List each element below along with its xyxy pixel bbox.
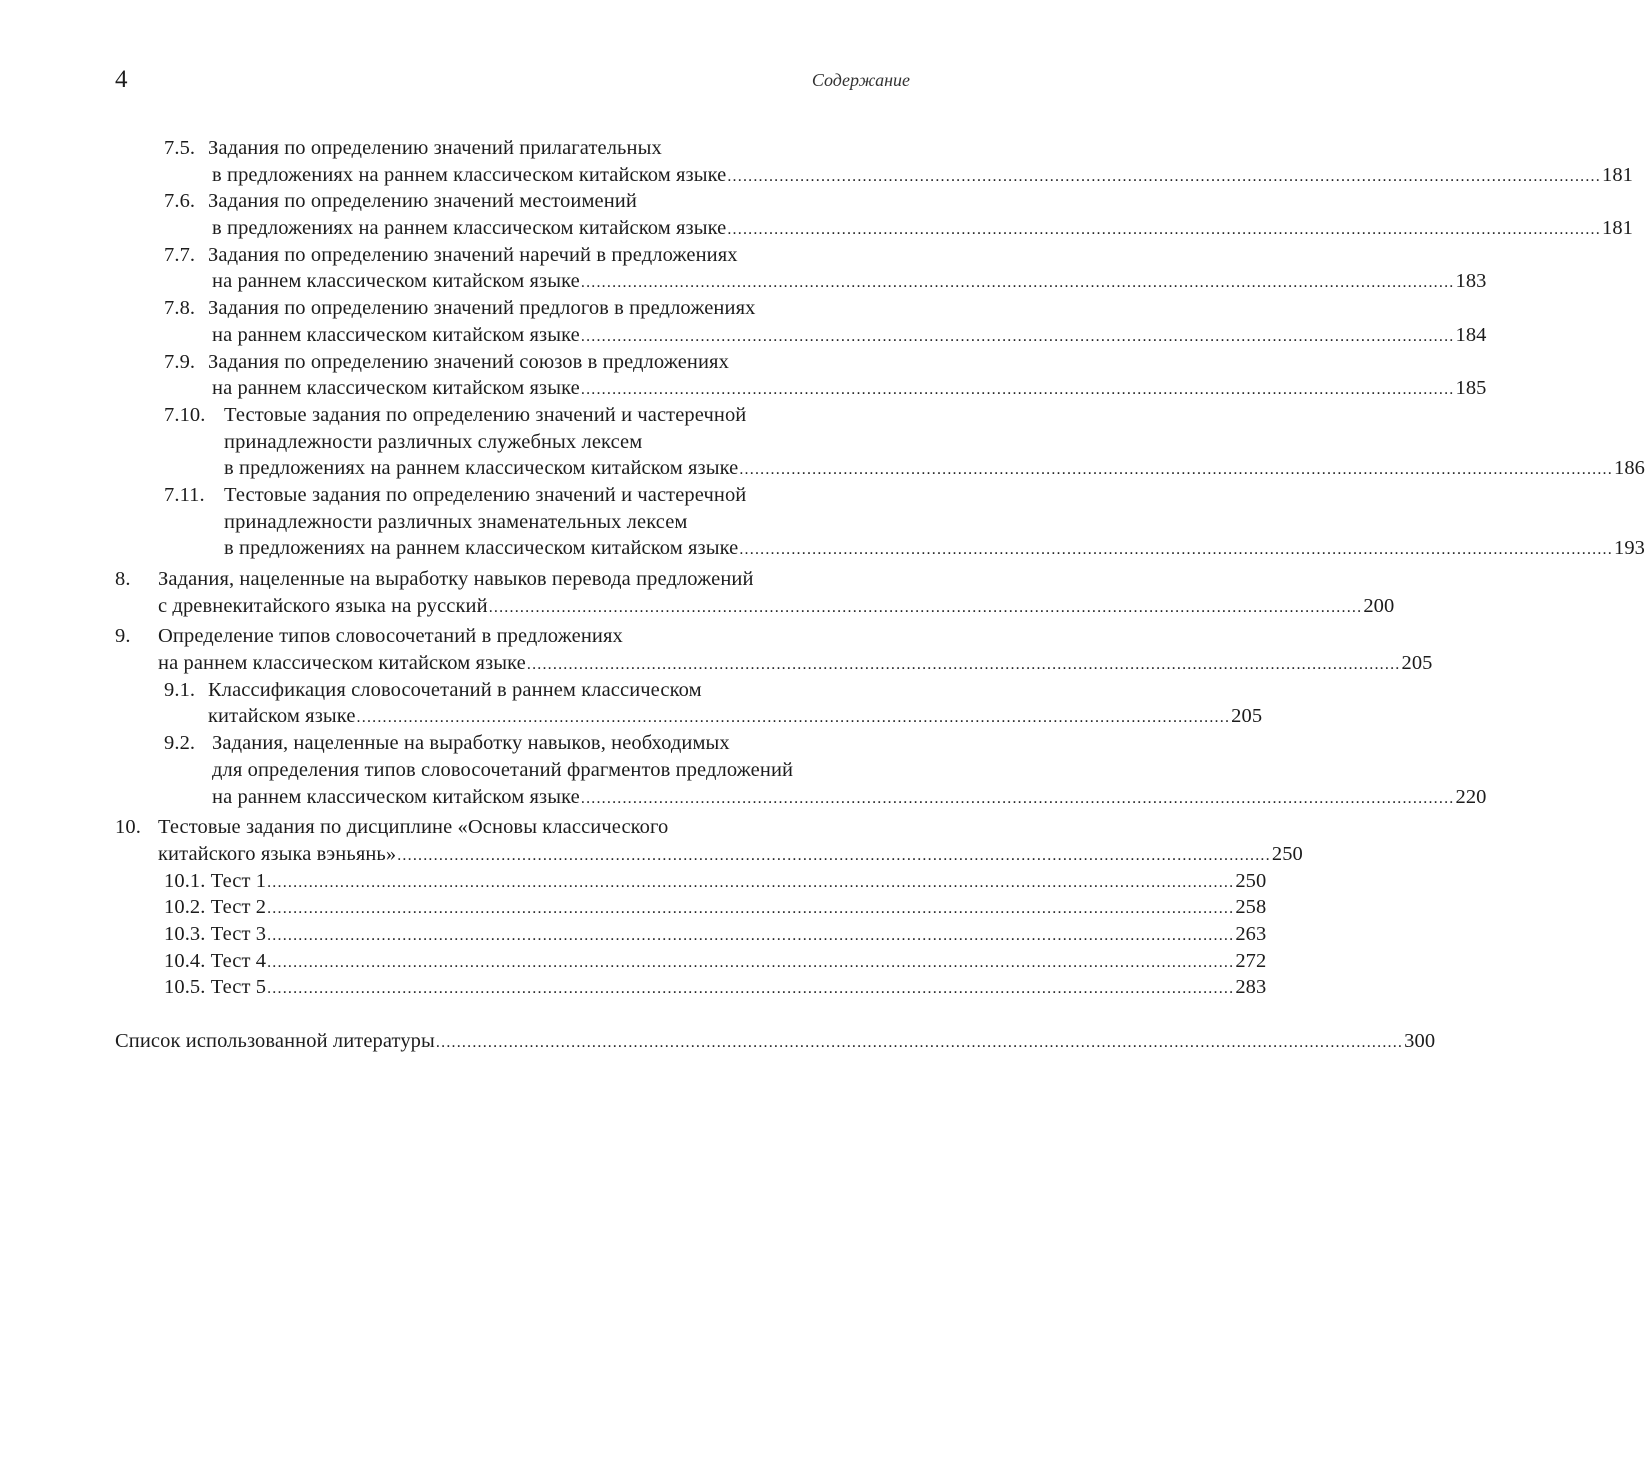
- toc-entry-9-1-last-line: [0, 703, 1263, 730]
- toc-entry-7-5: [0, 135, 1000, 162]
- page-number: 4: [115, 66, 128, 93]
- toc-entry-number: 7.6.: [164, 190, 196, 213]
- toc-entry-title-line: Задания по определению значений местоимений: [208, 190, 637, 213]
- toc-page-number: 205: [1401, 652, 1433, 675]
- toc-entry-number: 9.1.: [164, 678, 196, 701]
- toc-entry-bibliography: [0, 1028, 1436, 1055]
- toc-entry-title-line: 10.1. Тест 1: [164, 869, 267, 892]
- toc-entry-7-11-line2: [0, 509, 1000, 536]
- dot-leader: ........................................................................................................................................................................: [727, 221, 1601, 239]
- toc-page-number: 184: [1455, 323, 1487, 346]
- toc-entry-title-line: на раннем классическом китайском языке: [212, 377, 580, 400]
- running-head-title: Содержание: [811, 70, 910, 90]
- dot-leader: ........................................................................................................................................................................: [580, 327, 1455, 345]
- toc-entry-10-4: [0, 948, 1267, 975]
- toc-page-number: 258: [1235, 896, 1267, 919]
- toc-page-number: 283: [1235, 976, 1267, 999]
- toc-entry-title-line: в предложениях на раннем классическом китайском языке: [212, 217, 727, 240]
- dot-leader: ........................................................................................................................................................................: [488, 598, 1363, 616]
- toc-page-number: 183: [1455, 270, 1487, 293]
- toc-entry-10-3: [0, 921, 1267, 948]
- toc-entry-9-last-line: [0, 650, 1433, 677]
- toc-page-number: 186: [1613, 457, 1645, 480]
- toc-page-number: 205: [1231, 705, 1263, 728]
- toc-entry-number: 9.2.: [164, 732, 196, 755]
- dot-leader: ........................................................................................................................................................................: [580, 274, 1455, 292]
- dot-leader: ..........................................................................................................................................................................................: [267, 953, 1235, 971]
- toc-entry-title-line: в предложениях на раннем классическом китайском языке: [224, 457, 739, 480]
- toc-entry-7-10: [0, 402, 1000, 429]
- toc-page-number: 200: [1363, 594, 1395, 617]
- toc-page-number: 250: [1271, 842, 1303, 865]
- dot-leader: ..........................................................................................................................................................................................: [267, 873, 1235, 891]
- toc-entry-title-line: Тестовые задания по дисциплине «Основы классического: [158, 816, 669, 839]
- toc-entry-7-8-last-line: [0, 322, 1487, 349]
- toc-entry-title-line: в предложениях на раннем классическом китайском языке: [224, 537, 739, 560]
- toc-entry-title-line: китайского языка вэньянь»: [158, 842, 397, 865]
- toc-entry-title-line: Задания по определению значений предлогов в предложениях: [208, 297, 756, 320]
- dot-leader: ........................................................................................................................................................................: [397, 846, 1271, 864]
- toc-entry-7-9-last-line: [0, 375, 1487, 402]
- dot-leader: ........................................................................................................................................................................: [739, 461, 1613, 479]
- toc-entry-title-line: Задания по определению значений наречий в предложениях: [208, 243, 738, 266]
- toc-entry-number: 7.11.: [164, 483, 205, 506]
- toc-entry-title-line: Задания по определению значений союзов в предложениях: [208, 350, 729, 373]
- toc-entry-7-10-last-line: [0, 455, 1645, 482]
- toc-page-number: 185: [1455, 377, 1487, 400]
- toc-entry-7-6: [0, 188, 1000, 215]
- toc-entry-number: 7.7.: [164, 243, 196, 266]
- dot-leader: ........................................................................................................................................................................: [580, 789, 1455, 807]
- toc-entry-title-line: китайском языке: [208, 705, 356, 728]
- toc-page-number: 263: [1235, 922, 1267, 945]
- toc-entry-title-line: принадлежности различных знаменательных лексем: [224, 510, 688, 533]
- toc-entry-9: [0, 623, 1000, 650]
- toc-entry-title-line: в предложениях на раннем классическом китайском языке: [212, 163, 727, 186]
- toc-page-number: 193: [1613, 537, 1645, 560]
- toc-page-number: 181: [1601, 163, 1634, 186]
- toc-page-number: 272: [1235, 949, 1267, 972]
- toc-entry-8: [0, 566, 1000, 593]
- dot-leader: ..........................................................................................................................................................................................: [267, 900, 1235, 918]
- dot-leader: ..........................................................................................................................................................................................: [267, 926, 1235, 944]
- dot-leader: ........................................................................................................................................................................: [356, 709, 1231, 727]
- toc-entry-7-11-last-line: [0, 535, 1645, 562]
- toc-page-number: 300: [1404, 1030, 1436, 1052]
- toc-page-number: 220: [1455, 785, 1487, 808]
- toc-entry-title-line: Задания, нацеленные на выработку навыков перевода предложений: [158, 568, 754, 590]
- toc-entry-title-line: Определение типов словосочетаний в предложениях: [158, 625, 623, 648]
- dot-leader: ..........................................................................................................................................................................................: [435, 1034, 1404, 1051]
- toc-entry-number: 7.10.: [164, 403, 206, 426]
- dot-leader: ........................................................................................................................................................................: [526, 656, 1401, 674]
- toc-entry-number: 7.8.: [164, 297, 196, 320]
- dot-leader: ........................................................................................................................................................................: [739, 541, 1613, 559]
- toc-entry-number: 7.5.: [164, 137, 196, 159]
- toc-entry-title-line: Тестовые задания по определению значений и частеречной: [224, 483, 747, 506]
- toc-entry-title-line: на раннем классическом китайском языке: [212, 270, 580, 293]
- toc-page-number: 181: [1601, 217, 1634, 240]
- dot-leader: ........................................................................................................................................................................: [727, 167, 1601, 185]
- toc-entry-7-8: [0, 295, 1000, 322]
- toc-entry-10-1: [0, 868, 1267, 895]
- toc-entry-title-line: Список использованной литературы: [115, 1030, 435, 1052]
- toc-entry-7-10-line2: [0, 429, 1000, 456]
- toc-entry-7-7-last-line: [0, 268, 1487, 295]
- toc-entry-10-last-line: [0, 841, 1303, 868]
- toc-entry-10: [0, 814, 1000, 841]
- toc-entry-title-line: Тестовые задания по определению значений и частеречной: [224, 403, 747, 426]
- toc-entry-7-11: [0, 482, 1000, 509]
- toc-entry-number: 8.: [115, 568, 131, 590]
- toc-entry-title-line: 10.4. Тест 4: [164, 949, 267, 972]
- toc-entry-title-line: на раннем классическом китайском языке: [212, 785, 580, 808]
- toc-entry-title-line: 10.2. Тест 2: [164, 896, 267, 919]
- toc-entry-title-line: принадлежности различных служебных лексем: [224, 430, 643, 453]
- toc-entry-8-last-line: [0, 593, 1395, 620]
- toc-entry-9-2-line2: [0, 757, 1000, 784]
- toc-entry-9-1: [0, 677, 1000, 704]
- table-of-contents: [0, 135, 1645, 1055]
- toc-entry-title-line: 10.3. Тест 3: [164, 922, 267, 945]
- dot-leader: ..........................................................................................................................................................................................: [267, 980, 1235, 998]
- dot-leader: ........................................................................................................................................................................: [580, 381, 1455, 399]
- toc-entry-title-line: на раннем классическом китайском языке: [158, 652, 526, 675]
- toc-entry-title-line: Задания, нацеленные на выработку навыков, необходимых: [212, 732, 730, 755]
- toc-entry-title-line: на раннем классическом китайском языке: [212, 323, 580, 346]
- toc-entry-title-line: 10.5. Тест 5: [164, 976, 267, 999]
- toc-entry-number: 10.: [115, 816, 141, 839]
- toc-entry-title-line: с древнекитайского языка на русский: [158, 594, 488, 617]
- toc-entry-number: 9.: [115, 625, 131, 648]
- toc-entry-7-7: [0, 242, 1000, 269]
- toc-entry-title-line: Классификация словосочетаний в раннем классическом: [208, 678, 702, 701]
- toc-entry-9-2-last-line: [0, 784, 1487, 811]
- toc-entry-title-line: для определения типов словосочетаний фрагментов предложений: [212, 758, 794, 781]
- toc-entry-title-line: Задания по определению значений прилагательных: [208, 137, 662, 159]
- toc-entry-9-2: [0, 730, 1000, 757]
- toc-entry-number: 7.9.: [164, 350, 196, 373]
- toc-entry-10-5: [0, 974, 1267, 1001]
- toc-entry-7-5-last-line: [0, 162, 1634, 189]
- toc-entry-10-2: [0, 894, 1267, 921]
- toc-entry-7-9: [0, 349, 1000, 376]
- toc-entry-7-6-last-line: [0, 215, 1634, 242]
- toc-page-number: 250: [1235, 869, 1267, 892]
